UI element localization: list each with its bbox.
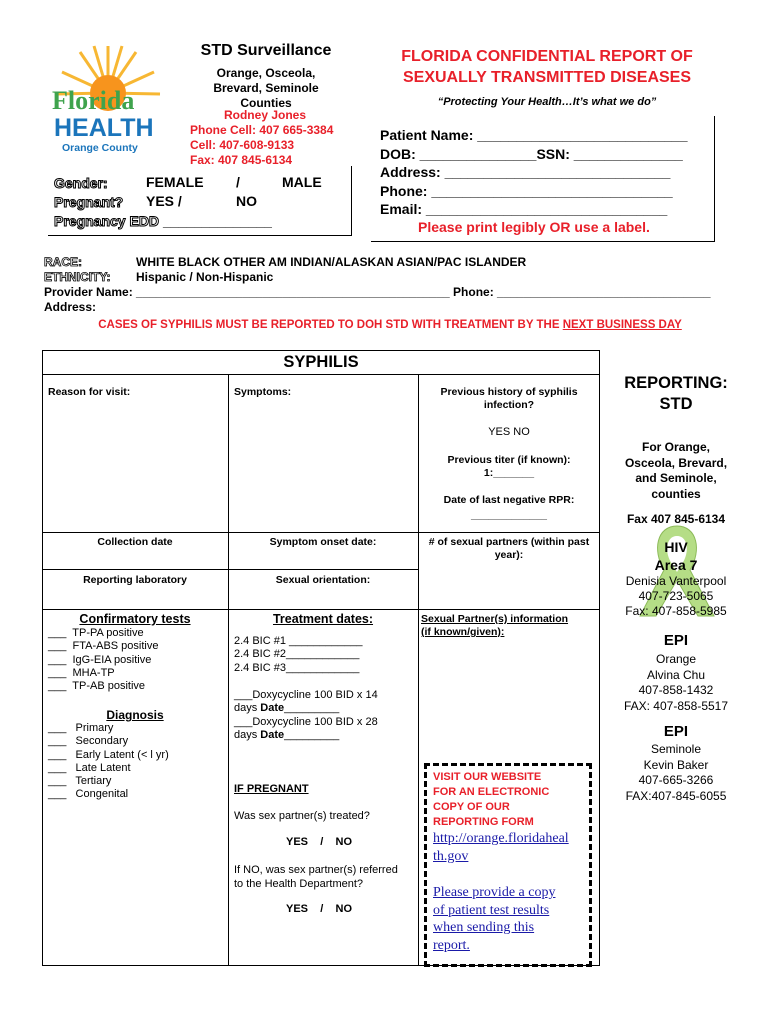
partners-label[interactable]: # of sexual partners (within past — [428, 536, 590, 548]
hiv-contact-line: Denisia Vanterpool — [625, 574, 727, 588]
form-title: SYPHILIS — [283, 353, 359, 371]
pregnant-no[interactable]: NO — [236, 193, 257, 209]
pregnant-yes[interactable]: YES / — [146, 193, 182, 209]
epi-seminole-title: EPI — [663, 723, 689, 740]
partner-treated-yes-no[interactable]: YES / NO — [286, 836, 353, 848]
diagnosis-item[interactable]: ___ Tertiary — [48, 775, 112, 788]
website-link[interactable]: th.gov — [433, 849, 469, 864]
epi-seminole-line: FAX:407-845-6055 — [625, 788, 727, 803]
referred-yes-no[interactable]: YES / NO — [286, 903, 353, 915]
patient-address-field[interactable]: Address: _____________________________ — [380, 164, 671, 180]
hiv-title: HIV — [664, 539, 688, 555]
partner-info-label: (if known/given): — [421, 626, 505, 638]
symptoms-label[interactable]: Symptoms: — [234, 386, 292, 398]
history-label: infection? — [483, 399, 535, 411]
partner-info-label[interactable]: Sexual Partner(s) information — [421, 613, 569, 625]
contact-name: Rodney Jones — [223, 108, 307, 122]
std-county-line: For Orange, — [641, 440, 710, 454]
tagline: “Protecting Your Health…It’s what we do” — [437, 96, 657, 108]
dob-ssn-field[interactable]: DOB: _______________SSN: ______________ — [380, 145, 683, 162]
report-title-line2: SEXUALLY TRANSMITTED DISEASES — [402, 69, 692, 86]
orientation-label[interactable]: Sexual orientation: — [275, 574, 371, 586]
contact-fax: Fax: 407 845-6134 — [190, 153, 293, 167]
race-options[interactable]: WHITE BLACK OTHER AM INDIAN/ALASKAN ASIAN/PAC ISLANDER — [136, 255, 527, 269]
diagnosis-item[interactable]: ___ Early Latent (< l yr) — [48, 748, 169, 761]
referred-question: to the Health Department? — [234, 878, 364, 890]
copy-note: report. — [433, 937, 470, 953]
logo-county: Orange County — [62, 142, 138, 154]
confirm-title: Confirmatory tests — [79, 612, 191, 626]
doxy28-field[interactable]: ___Doxycycline 100 BID x 28 — [234, 715, 378, 728]
onset-date-label[interactable]: Symptom onset date: — [269, 536, 377, 548]
provider-address[interactable]: Address: — [44, 300, 97, 314]
history-yes-no[interactable]: YES NO — [488, 426, 530, 438]
titer-field[interactable]: 1:_______ — [483, 467, 535, 479]
syphilis-notice: CASES OF SYPHILIS MUST BE REPORTED TO DOH STD WITH TREATMENT BY THE NEXT BUSINESS DAY — [98, 319, 682, 331]
std-county-line: and Seminole, — [635, 471, 717, 485]
confirm-item[interactable]: ___ FTA-ABS positive — [48, 640, 159, 653]
reason-label[interactable]: Reason for visit: — [48, 386, 131, 398]
county-line: Brevard, Seminole — [213, 81, 319, 95]
race-label: RACE: — [44, 255, 82, 269]
reporting-lab-label[interactable]: Reporting laboratory — [83, 574, 187, 586]
confirm-item[interactable]: ___ IgG-EIA positive — [48, 653, 152, 666]
website-line: COPY OF OUR — [433, 801, 510, 813]
surveillance-title: STD Surveillance — [200, 42, 332, 59]
titer-label: Previous titer (if known): — [447, 454, 571, 466]
hiv-contact-line: Fax: 407-858-5985 — [625, 604, 727, 618]
gender-label: Gender: — [54, 175, 108, 191]
hiv-area: Area 7 — [654, 557, 698, 573]
patient-name-field[interactable]: Patient Name: ___________________________ — [380, 127, 688, 143]
edd-label: Pregnancy EDD — [54, 213, 160, 229]
edd-line[interactable]: ______________ — [162, 213, 272, 229]
gender-slash: / — [236, 174, 240, 190]
ethnicity-label: ETHNICITY: — [44, 270, 111, 284]
doxy14-field[interactable]: ___Doxycycline 100 BID x 14 — [234, 689, 378, 701]
reporting-title: REPORTING: — [624, 374, 728, 392]
treatment-title: Treatment dates: — [272, 612, 374, 626]
ethnicity-options[interactable]: Hispanic / Non-Hispanic — [136, 270, 274, 284]
report-title-line1: FLORIDA CONFIDENTIAL REPORT OF — [401, 48, 693, 65]
diagnosis-item[interactable]: ___ Secondary — [48, 735, 129, 748]
copy-note: Please provide a copy — [433, 885, 556, 900]
bic-dose-field[interactable]: 2.4 BIC #1 ____________ — [234, 635, 363, 647]
history-label: Previous history of syphilis — [440, 386, 578, 398]
patient-phone-field[interactable]: Phone: _______________________________ — [380, 182, 673, 199]
pregnant-label: Pregnant? — [54, 194, 124, 210]
epi-orange-line: 407-858-1432 — [638, 683, 714, 697]
epi-orange-title: EPI — [663, 632, 689, 649]
provider-line[interactable]: Provider Name: _______________________________________________ Phone: ________________________________ — [44, 285, 711, 299]
florida-health-logo — [52, 38, 164, 160]
logo-word-health: HEALTH — [54, 114, 154, 142]
confirm-item[interactable]: ___ TP-PA positive — [48, 627, 144, 639]
doxy14-date[interactable]: days Date_________ — [234, 702, 340, 715]
bic-dose-field[interactable]: 2.4 BIC #3____________ — [234, 661, 360, 674]
website-link[interactable]: http://orange.floridaheal — [433, 831, 569, 846]
confirm-item[interactable]: ___ MHA-TP — [48, 666, 115, 679]
print-notice: Please print legibly OR use a label. — [418, 219, 650, 235]
copy-note: of patient test results — [433, 902, 550, 918]
county-line: Orange, Osceola, — [216, 66, 316, 80]
county-line: Counties — [240, 96, 292, 110]
confirm-item[interactable]: ___ TP-AB positive — [48, 680, 146, 693]
epi-orange-line: FAX: 407-858-5517 — [623, 698, 729, 713]
contact-cell: Cell: 407-608-9133 — [190, 138, 295, 152]
partner-treated-question: Was sex partner(s) treated? — [234, 810, 370, 822]
gender-female[interactable]: FEMALE — [146, 174, 204, 190]
std-county-line: counties — [651, 486, 701, 501]
diagnosis-item[interactable]: ___ Primary — [48, 722, 114, 734]
epi-orange-line: Alvina Chu — [646, 667, 706, 682]
epi-seminole-line: Kevin Baker — [643, 757, 709, 772]
rpr-label: Date of last negative RPR: — [443, 494, 575, 506]
epi-seminole-line: 407-665-3266 — [638, 773, 714, 787]
patient-email-field[interactable]: Email: _______________________________ — [380, 201, 668, 217]
diagnosis-title: Diagnosis — [106, 708, 164, 722]
std-fax: Fax 407 845-6134 — [626, 512, 726, 526]
contact-phone-cell: Phone Cell: 407 665-3384 — [190, 123, 334, 137]
bic-dose-field[interactable]: 2.4 BIC #2____________ — [234, 648, 360, 661]
collection-date-label[interactable]: Collection date — [97, 536, 173, 548]
website-line: REPORTING FORM — [433, 816, 534, 828]
gender-male[interactable]: MALE — [282, 174, 322, 190]
epi-seminole-line: Seminole — [650, 742, 702, 756]
diagnosis-item[interactable]: ___ Congenital — [48, 788, 129, 801]
logo-word-florida: Florida — [52, 86, 135, 115]
partners-label: year): — [494, 549, 524, 561]
hiv-contact-line: 407-723-5065 — [638, 589, 714, 603]
rpr-field[interactable]: _____________ — [471, 509, 547, 521]
epi-orange-line: Orange — [655, 652, 697, 666]
copy-note: when sending this — [433, 920, 535, 935]
diagnosis-item[interactable]: ___ Late Latent — [48, 761, 131, 774]
doxy28-date[interactable]: days Date_________ — [234, 728, 340, 741]
referred-question: If NO, was sex partner(s) referred — [234, 864, 398, 876]
std-county-line: Osceola, Brevard, — [624, 455, 728, 470]
reporting-std: STD — [659, 395, 693, 413]
website-line: FOR AN ELECTRONIC — [433, 786, 550, 798]
if-pregnant-label: IF PREGNANT — [234, 783, 309, 795]
website-line: VISIT OUR WEBSITE — [433, 771, 542, 783]
